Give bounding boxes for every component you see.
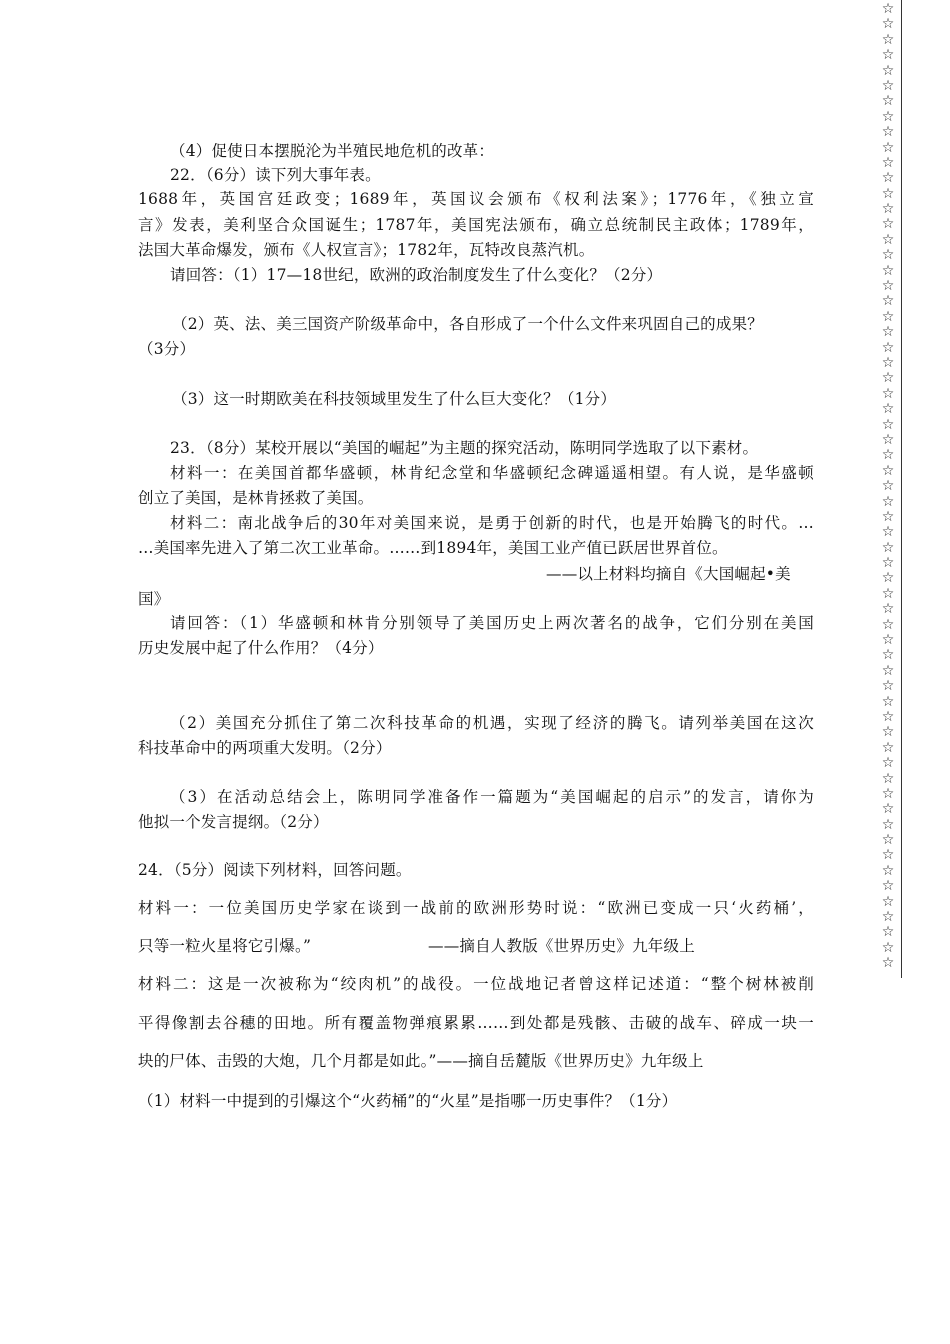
star-icon: ☆	[881, 724, 895, 741]
star-icon: ☆	[881, 401, 895, 418]
star-icon: ☆	[881, 862, 895, 879]
q24-material-2-line-1: 材料二：这是一次被称为“绞肉机”的战役。一位战地记者曾这样记述道：“整个树林被削	[138, 975, 814, 993]
star-icon: ☆	[881, 832, 895, 849]
star-icon: ☆	[881, 601, 895, 618]
q22-timeline-line-3: 法国大革命爆发，颁布《人权宣言》；1782年，瓦特改良蒸汽机。	[138, 241, 595, 259]
q24-heading: 24．（5分）阅读下列材料，回答问题。	[138, 861, 412, 879]
star-border	[880, 2, 896, 972]
star-icon: ☆	[881, 462, 895, 479]
q23-question-3-cont: 他拟一个发言提纲。（2分）	[138, 813, 329, 831]
star-icon: ☆	[881, 447, 895, 464]
star-icon: ☆	[881, 124, 895, 141]
q23-question-1-cont: 历史发展中起了什么作用？（4分）	[138, 639, 384, 657]
star-icon: ☆	[881, 154, 895, 171]
star-icon: ☆	[881, 293, 895, 310]
q23-question-1: 请回答：（1）华盛顿和林肯分别领导了美国历史上两次著名的战争，它们分别在美国	[170, 614, 814, 632]
star-icon: ☆	[881, 108, 895, 125]
q22-timeline-line-1: 1688年，英国宫廷政变；1689年，英国议会颁布《权利法案》；1776年，《独立宣	[138, 190, 814, 208]
q23-question-2-cont: 科技革命中的两项重大发明。（2分）	[138, 739, 392, 757]
star-icon: ☆	[881, 539, 895, 556]
q23-source: ——以上材料均摘自《大国崛起•美	[546, 565, 791, 583]
q23-question-2: （2）美国充分抓住了第二次科技革命的机遇，实现了经济的腾飞。请列举美国在这次	[170, 714, 814, 732]
star-icon: ☆	[881, 555, 895, 572]
star-icon: ☆	[881, 416, 895, 433]
star-icon: ☆	[881, 478, 895, 495]
star-icon: ☆	[881, 909, 895, 926]
star-icon: ☆	[881, 662, 895, 679]
star-icon: ☆	[881, 939, 895, 956]
star-icon: ☆	[881, 62, 895, 79]
star-icon: ☆	[881, 878, 895, 895]
star-icon: ☆	[881, 647, 895, 664]
q23-source-end: 国》	[138, 590, 170, 608]
q22-heading: 22．（6分）读下列大事年表。	[170, 166, 381, 184]
star-icon: ☆	[881, 816, 895, 833]
star-icon: ☆	[881, 770, 895, 787]
star-icon: ☆	[881, 739, 895, 756]
q21-item-4: （4）促使日本摆脱沦为半殖民地危机的改革：	[170, 142, 495, 160]
star-icon: ☆	[881, 570, 895, 587]
star-icon: ☆	[881, 339, 895, 356]
q22-question-2: （2）英、法、美三国资产阶级革命中，各自形成了一个什么文件来巩固自己的成果？	[172, 315, 763, 333]
q24-material-2-line-3: 块的尸体、击毁的大炮，几个月都是如此。”——摘自岳麓版《世界历史》九年级上	[138, 1052, 704, 1070]
q24-material-1-line-2: 只等一粒火星将它引爆。”	[138, 937, 312, 955]
q23-question-3: （3）在活动总结会上，陈明同学准备作一篇题为“美国崛起的启示”的发言，请你为	[170, 788, 814, 806]
star-icon: ☆	[881, 201, 895, 218]
star-icon: ☆	[881, 385, 895, 402]
star-icon: ☆	[881, 508, 895, 525]
star-icon: ☆	[881, 893, 895, 910]
star-icon: ☆	[881, 31, 895, 48]
star-icon: ☆	[881, 231, 895, 248]
star-icon: ☆	[881, 170, 895, 187]
star-icon: ☆	[881, 247, 895, 264]
star-icon: ☆	[881, 262, 895, 279]
star-icon: ☆	[881, 16, 895, 33]
star-icon: ☆	[881, 431, 895, 448]
star-icon: ☆	[881, 139, 895, 156]
q23-material-1-line-1: 材料一：在美国首都华盛顿，林肯纪念堂和华盛顿纪念碑遥遥相望。有人说，是华盛顿	[170, 464, 814, 482]
q24-question-1: （1）材料一中提到的引爆这个“火药桶”的“火星”是指哪一历史事件？（1分）	[138, 1092, 678, 1110]
star-icon: ☆	[881, 77, 895, 94]
star-icon: ☆	[881, 585, 895, 602]
vertical-rule	[901, 0, 902, 978]
star-icon: ☆	[881, 955, 895, 972]
star-icon: ☆	[881, 278, 895, 295]
star-icon: ☆	[881, 616, 895, 633]
q22-timeline-line-2: 言》发表，美利坚合众国诞生；1787年，美国宪法颁布，确立总统制民主政体；1789年，	[138, 216, 814, 234]
q24-material-1-source: ——摘自人教版《世界历史》九年级上	[428, 937, 695, 955]
q23-heading: 23．（8分）某校开展以“美国的崛起”为主题的探究活动，陈明同学选取了以下素材。	[170, 439, 759, 457]
star-icon: ☆	[881, 755, 895, 772]
star-icon: ☆	[881, 493, 895, 510]
star-icon: ☆	[881, 354, 895, 371]
star-icon: ☆	[881, 47, 895, 64]
q24-material-1-line-1: 材料一：一位美国历史学家在谈到一战前的欧洲形势时说：“欧洲已变成一只‘火药桶’，	[138, 899, 814, 917]
star-icon: ☆	[881, 785, 895, 802]
q22-question-3: （3）这一时期欧美在科技领域里发生了什么巨大变化？（1分）	[172, 390, 617, 408]
star-icon: ☆	[881, 847, 895, 864]
star-icon: ☆	[881, 370, 895, 387]
q23-material-2-line-1: 材料二：南北战争后的30年对美国来说，是勇于创新的时代，也是开始腾飞的时代。…	[170, 514, 814, 532]
q22-question-2-score: （3分）	[138, 340, 196, 358]
star-icon: ☆	[881, 216, 895, 233]
star-icon: ☆	[881, 1, 895, 17]
q22-question-1: 请回答：（1）17—18世纪，欧洲的政治制度发生了什么变化？（2分）	[170, 266, 663, 284]
star-icon: ☆	[881, 308, 895, 325]
star-icon: ☆	[881, 524, 895, 541]
star-icon: ☆	[881, 678, 895, 695]
star-icon: ☆	[881, 801, 895, 818]
star-icon: ☆	[881, 324, 895, 341]
star-icon: ☆	[881, 185, 895, 202]
star-icon: ☆	[881, 708, 895, 725]
star-icon: ☆	[881, 924, 895, 941]
star-icon: ☆	[881, 693, 895, 710]
star-icon: ☆	[881, 93, 895, 110]
q24-material-2-line-2: 平得像割去谷穗的田地。所有覆盖物弹痕累累……到处都是残骸、击破的战车、碎成一块一	[138, 1014, 814, 1032]
star-icon: ☆	[881, 632, 895, 649]
q23-material-2-line-2: …美国率先进入了第二次工业革命。……到1894年，美国工业产值已跃居世界首位。	[138, 539, 728, 557]
q23-material-1-line-2: 创立了美国，是林肯拯救了美国。	[138, 489, 374, 507]
